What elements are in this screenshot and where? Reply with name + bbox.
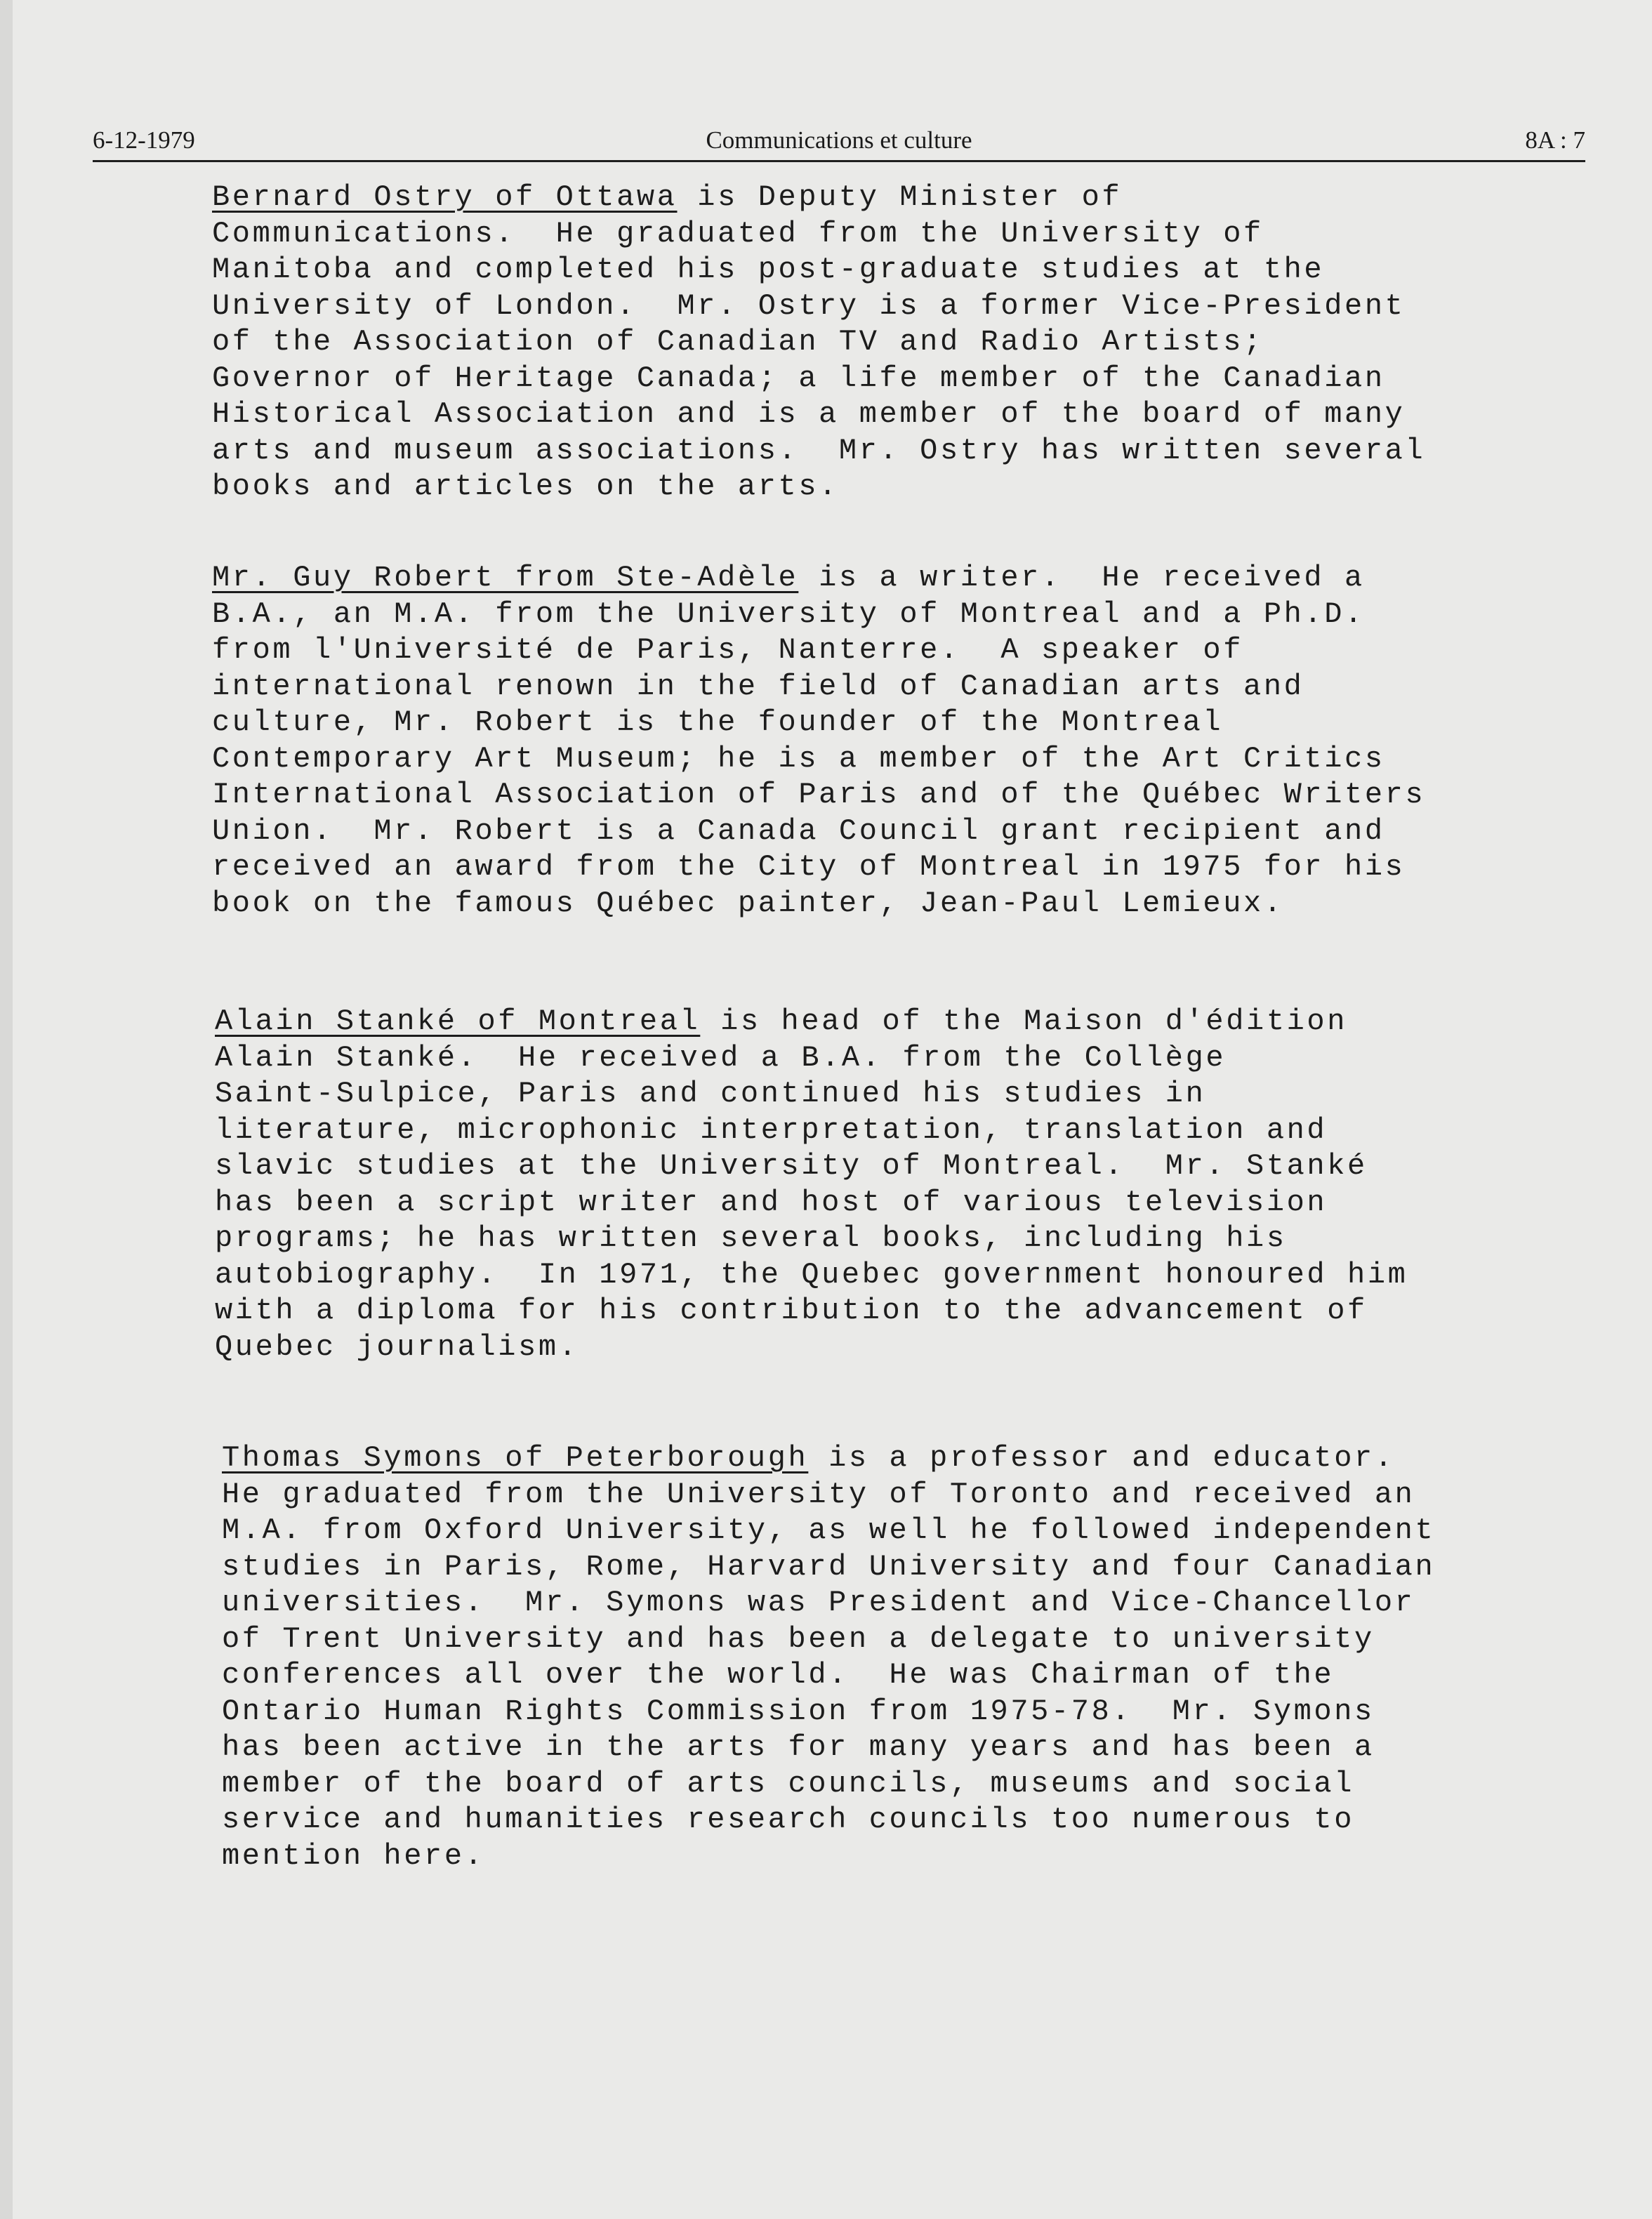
bio-name-symons: Thomas Symons of Peterborough [222,1441,809,1475]
bio-line: arts and museum associations. Mr. Ostry has written several [212,433,1426,468]
bio-line: Communications. He graduated from the University of [212,216,1264,251]
bio-line: books and articles on the arts. [212,470,839,503]
bio-line: B.A., an M.A. from the University of Montreal and a Ph.D. [212,597,1365,631]
header-page-number: 8A : 7 [1525,126,1585,154]
bio-line: literature, microphonic interpretation, translation and [215,1113,1328,1147]
bio-line: Ontario Human Rights Commission from 1975-78. Mr. Symons [222,1694,1375,1728]
bio-paragraph-robert [212,560,1425,922]
bio-paragraph-stanke [215,1004,1408,1365]
bio-line: Alain Stanké. He received a B.A. from the Collège [215,1040,1227,1075]
bio-line: conferences all over the world. He was Chairman of the [222,1658,1335,1692]
bio-line: Historical Association and is a member of the board of many [212,397,1406,431]
bio-line: has been active in the arts for many years and has been a [222,1730,1375,1764]
bio-line: is head of the Maison d'édition [700,1005,1348,1038]
bio-name-ostry: Bernard Ostry of Ottawa [212,180,678,214]
bio-line: M.A. from Oxford University, as well he followed independent [222,1513,1436,1547]
bio-line: is a professor and educator. [808,1441,1395,1475]
bio-line: has been a script writer and host of various television [215,1185,1328,1219]
bio-line: Manitoba and completed his post-graduate studies at the [212,253,1325,286]
bio-line: international renown in the field of Canadian arts and [212,669,1304,703]
page-edge-shadow [0,0,13,2219]
bio-name-stanke: Alain Stanké of Montreal [215,1005,701,1038]
bio-line: service and humanities research councils too numerous to [222,1803,1355,1836]
bio-paragraph-symons [222,1440,1435,1874]
bio-line: culture, Mr. Robert is the founder of the Montreal [212,706,1224,739]
bio-line: from l'Université de Paris, Nanterre. A speaker of [212,633,1244,667]
bio-line: with a diploma for his contribution to the advancement of [215,1294,1368,1327]
bio-line: received an award from the City of Montreal in 1975 for his [212,850,1406,884]
bio-line: Saint-Sulpice, Paris and continued his studies in [215,1077,1206,1111]
bio-paragraph-ostry [212,180,1425,505]
bio-line: of the Association of Canadian TV and Radio Artists; [212,325,1264,359]
bio-line: book on the famous Québec painter, Jean-Paul Lemieux. [212,886,1284,920]
bio-line: slavic studies at the University of Montreal. Mr. Stanké [215,1149,1368,1183]
bio-line: studies in Paris, Rome, Harvard University and four Canadian [222,1549,1436,1584]
bio-line: Union. Mr. Robert is a Canada Council grant recipient and [212,814,1385,848]
bio-name-robert: Mr. Guy Robert from Ste-Adèle [212,561,799,595]
bio-line: International Association of Paris and of the Québec Writers [212,778,1426,812]
bio-line: Contemporary Art Museum; he is a member of the Art Critics [212,741,1385,776]
header-date: 6-12-1979 [93,126,195,154]
bio-line: mention here. [222,1839,485,1873]
bio-line: He graduated from the University of Toronto and received an [222,1477,1415,1511]
bio-line: is a writer. He received a [798,561,1365,595]
bio-line: Governor of Heritage Canada; a life member of the Canadian [212,361,1385,395]
bio-line: Quebec journalism. [215,1330,579,1364]
page-header [93,126,1585,161]
bio-line: is Deputy Minister of [677,180,1123,214]
bio-line: autobiography. In 1971, the Quebec government honoured him [215,1257,1408,1292]
bio-line: programs; he has written several books, including his [215,1221,1287,1255]
bio-line: universities. Mr. Symons was President and Vice-Chancellor [222,1586,1415,1619]
header-title: Communications et culture [706,126,972,154]
header-rule [93,160,1585,162]
bio-line: member of the board of arts councils, museums and social [222,1766,1355,1801]
bio-line: University of London. Mr. Ostry is a former Vice-President [212,289,1406,323]
bio-line: of Trent University and has been a delegate to university [222,1622,1375,1656]
